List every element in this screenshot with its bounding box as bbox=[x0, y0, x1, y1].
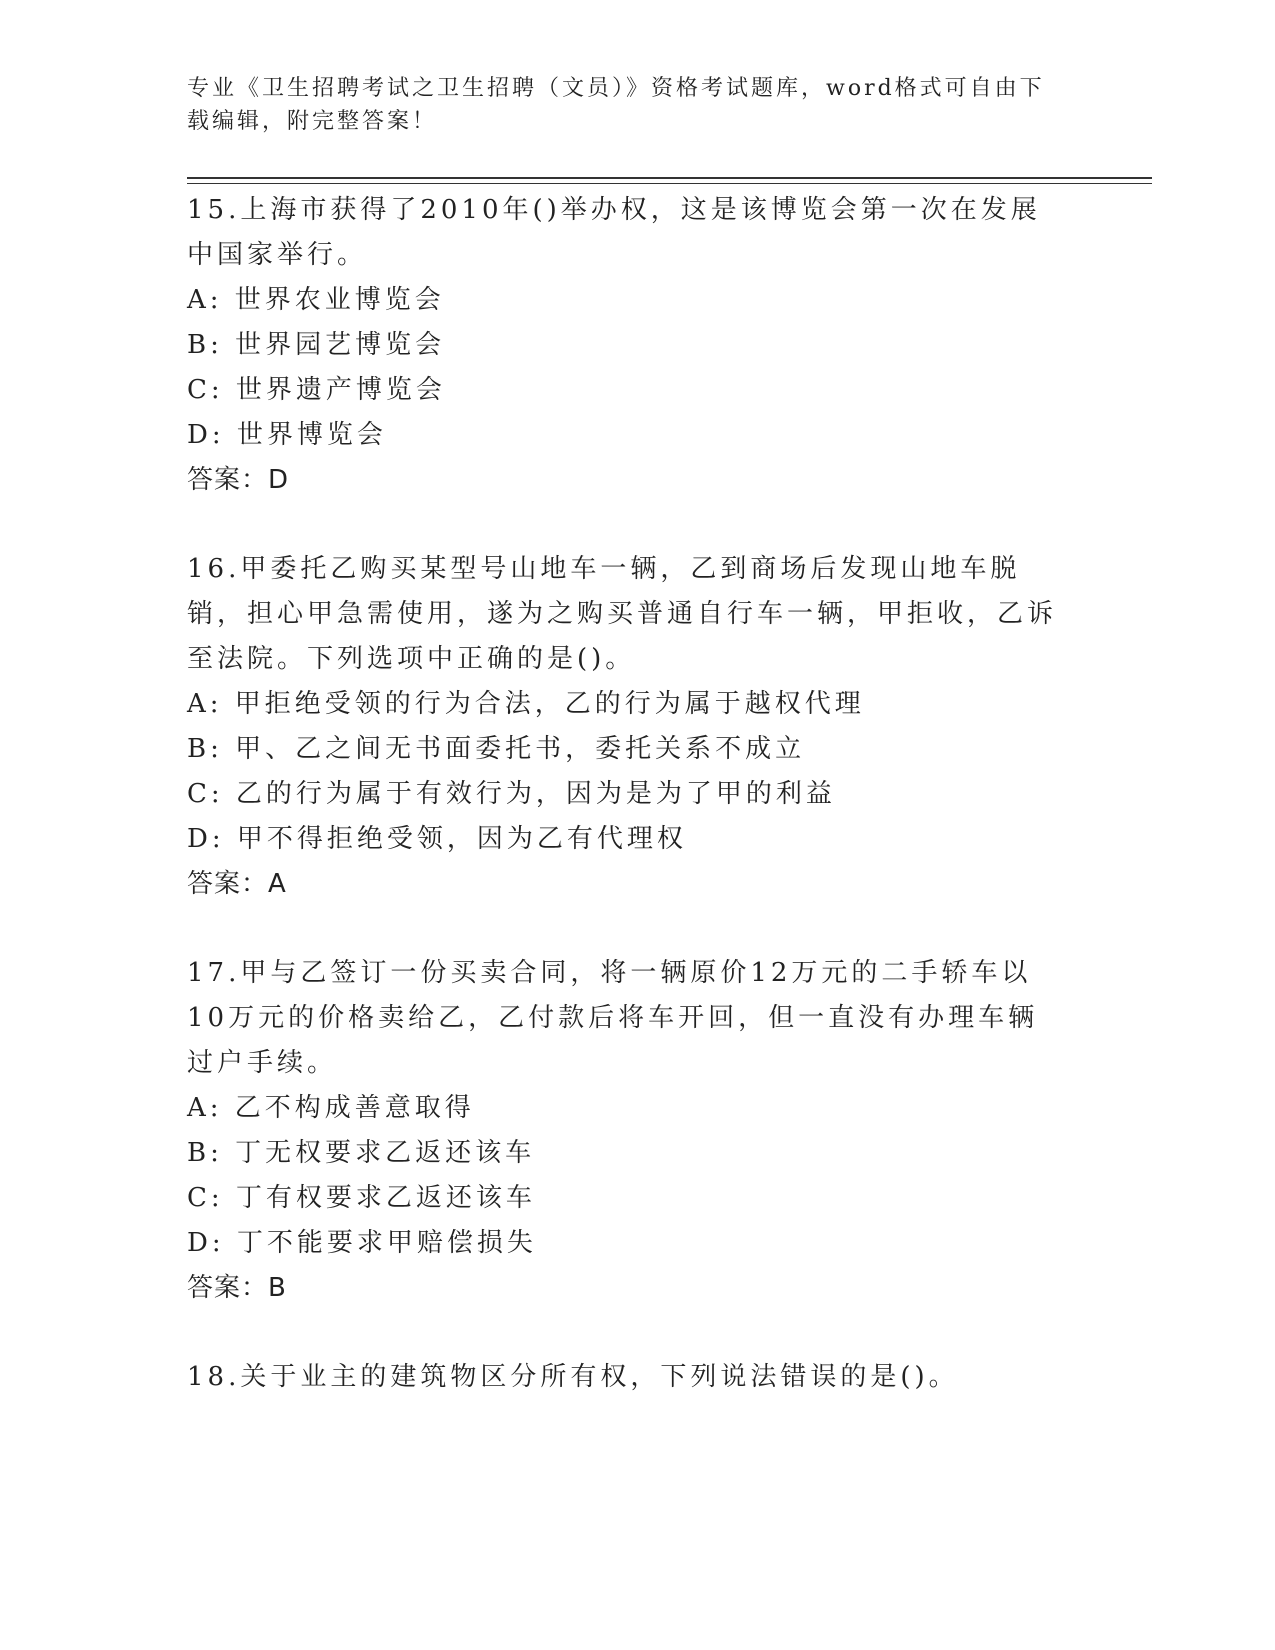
header-divider-thick bbox=[187, 177, 1152, 179]
question-18 bbox=[187, 1355, 1067, 1400]
question-stem: 17.甲与乙签订一份买卖合同，将一辆原价12万元的二手轿车以10万元的价格卖给乙，乙付款后将车开回，但一直没有办理车辆过户手续。 bbox=[187, 958, 1039, 1078]
option-b: B: 甲、乙之间无书面委托书，委托关系不成立 bbox=[187, 734, 806, 764]
option-b: B: 世界园艺博览会 bbox=[187, 330, 446, 360]
question-17 bbox=[187, 951, 1067, 1311]
answer-label: 答案：A bbox=[187, 869, 287, 899]
option-a: A: 乙不构成善意取得 bbox=[187, 1093, 475, 1123]
option-c: C: 世界遗产博览会 bbox=[187, 375, 446, 405]
question-15 bbox=[187, 188, 1067, 503]
option-a: A: 甲拒绝受领的行为合法，乙的行为属于越权代理 bbox=[187, 689, 865, 719]
question-list bbox=[187, 188, 1067, 1444]
question-stem: 16.甲委托乙购买某型号山地车一辆，乙到商场后发现山地车脱销，担心甲急需使用，遂为之购买普通自行车一辆，甲拒收，乙诉至法院。下列选项中正确的是()。 bbox=[187, 554, 1058, 674]
document-header: 专业《卫生招聘考试之卫生招聘（文员）》资格考试题库，word格式可自由下载编辑，附完整答案！ bbox=[187, 76, 1045, 134]
option-d: D: 丁不能要求甲赔偿损失 bbox=[187, 1228, 537, 1258]
header-divider-thin bbox=[187, 183, 1152, 184]
option-a: A: 世界农业博览会 bbox=[187, 285, 445, 315]
option-d: D: 甲不得拒绝受领，因为乙有代理权 bbox=[187, 824, 687, 854]
question-stem: 18.关于业主的建筑物区分所有权，下列说法错误的是()。 bbox=[187, 1362, 959, 1392]
option-c: C: 丁有权要求乙返还该车 bbox=[187, 1183, 536, 1213]
question-stem: 15.上海市获得了2010年()举办权，这是该博览会第一次在发展中国家举行。 bbox=[187, 195, 1041, 270]
option-d: D: 世界博览会 bbox=[187, 420, 387, 450]
option-c: C: 乙的行为属于有效行为，因为是为了甲的利益 bbox=[187, 779, 836, 809]
answer-label: 答案：B bbox=[187, 1273, 287, 1303]
option-b: B: 丁无权要求乙返还该车 bbox=[187, 1138, 536, 1168]
question-16 bbox=[187, 547, 1067, 907]
answer-label: 答案：D bbox=[187, 465, 290, 495]
